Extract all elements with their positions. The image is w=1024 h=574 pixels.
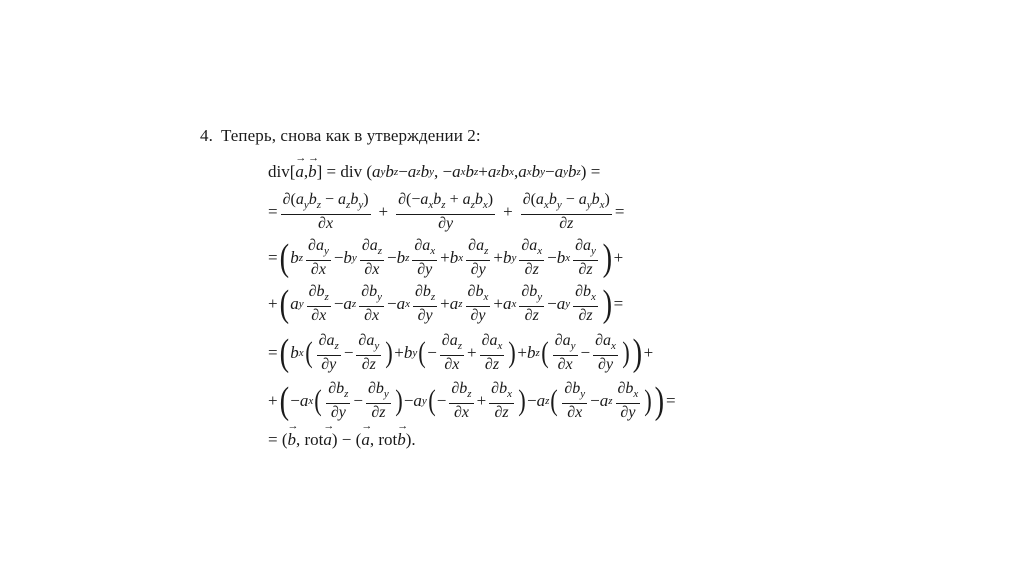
heading-text: Теперь, снова как в утверждении 2:: [220, 126, 481, 145]
heading: [200, 126, 481, 146]
equation-line-5: = ( b x ( $\frac{\partial a_z}{\partial y}$ − $\frac{\partial a_y}{\partial z}$ ) + b y ( − $\frac{\partial a_z}{\partial x}$ + $\frac{\partial a_x}{\partial z}$ ) + b z ( $\frac{\partial a_y}{\partial x}$ − $\frac{\partial a_x}{\partial y}$ ) ) +: [268, 332, 654, 374]
equation-line-7: = ( → b , rot → a ) − ( → a , rot → b ).: [268, 418, 416, 462]
equation-line-6: + ( − a x ( $\frac{\partial b_z}{\partial y}$ − $\frac{\partial b_y}{\partial z}$ ) − a y ( − $\frac{\partial b_z}{\partial x}$ + $\frac{\partial b_x}{\partial z}$ ) − a z ( $\frac{\partial b_y}{\partial x}$ − a z $\frac{\partial b_x}{\partial y}$ ) ) =: [268, 380, 676, 422]
item-number: 4.: [200, 126, 213, 145]
equation-line-3: = ( b z $\frac{\partial a_y}{\partial x}$ − b y $\frac{\partial a_z}{\partial x}$ − b z $\frac{\partial a_x}{\partial y}$ + b x $\frac{\partial a_z}{\partial y}$ + b y $\frac{\partial a_x}{\partial z}$ − b x $\frac{\partial a_y}{\partial z}$ ) +: [268, 237, 624, 279]
equation-line-2: = $\frac{\partial(a_yb_z - a_zb_y)}{\partial x}$ + $\frac{\partial(-a_xb_z + a_zb_x)}{\partial y}$ + $\frac{\partial(a_xb_y - a_yb_x)}{\partial z}$ =: [268, 191, 625, 232]
equation-line-4: + ( a y $\frac{\partial b_z}{\partial x}$ − a z $\frac{\partial b_y}{\partial x}$ − a x $\frac{\partial b_z}{\partial y}$ + a z $\frac{\partial b_x}{\partial y}$ + a x $\frac{\partial b_y}{\partial z}$ − a y $\frac{\partial b_x}{\partial z}$ ) =: [268, 283, 624, 325]
equation-line-1: div[ → a , → b ] = div ( a y b z − a z b y , − a x b z + a z b x , a x b y − a y b z ) =: [268, 150, 600, 194]
